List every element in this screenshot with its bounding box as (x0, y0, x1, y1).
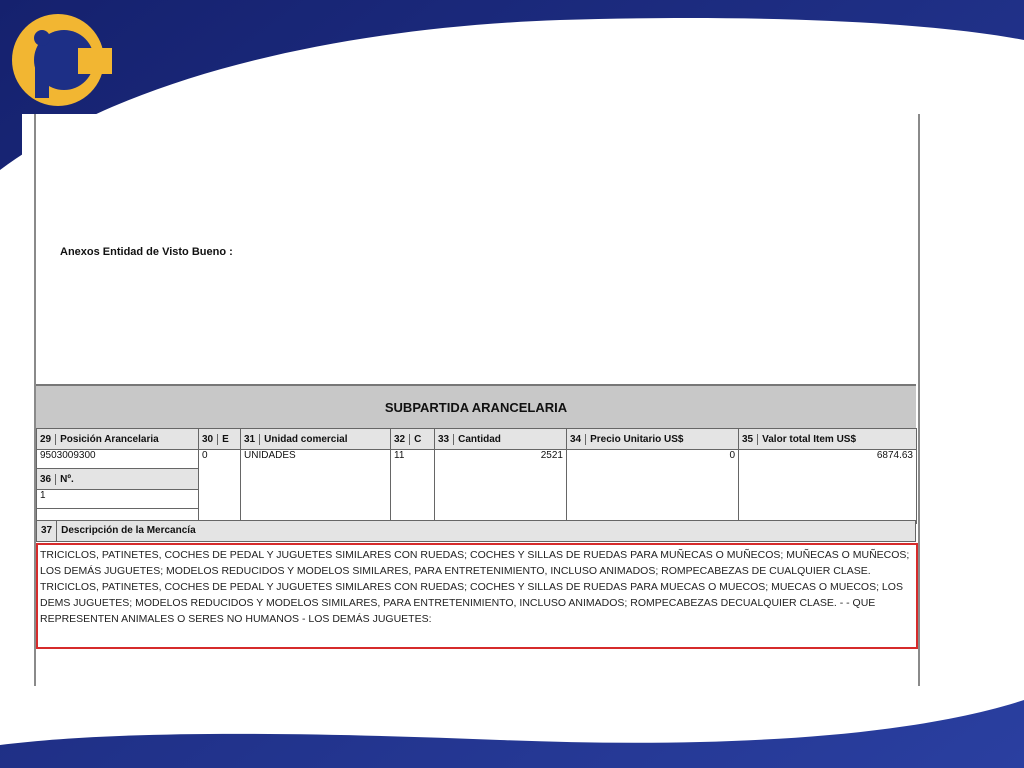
field-30-value: 0 (199, 450, 241, 524)
field-35-value: 6874.63 (739, 450, 917, 524)
field-36-header: 36 Nº. (37, 469, 199, 490)
description-text: TRICICLOS, PATINETES, COCHES DE PEDAL Y JUGUETES SIMILARES CON RUEDAS; COCHES Y SILLAS DE RUEDAS PARA MUÑECAS O MUÑECOS; MUÑECAS O MUÑECOS; LOS DEMÁS JUGUETES; MODELOS REDUCIDOS Y MODELOS SIMILARES, PARA ENTRETENIMIENTO, INCLUSO ANIMADOS; ROMPECABEZAS DE CUALQUIER CLASE. TRICICLOS, PATINETES, COCHES DE PEDAL Y JUGUETES SIMILARES CON RUEDAS; COCHES Y SILLAS DE RUEDAS PARA MUECAS O MUECOS; MUECAS O MUECOS; LOS DEMS JUGUETES; MODELOS REDUCIDOS Y MODELOS SIMILARES, PARA ENTRETENIMIENTO, INCLUSO ANIMADOS; ROMPECABEZAS DECUALQUIER CLASE. - - QUE REPRESENTEN ANIMALES O SERES NO HUMANOS - LOS DEMÁS JUGUETES: (36, 543, 918, 649)
field-35-header: 35 Valor total Item US$ (739, 429, 917, 450)
field-33-value: 2521 (435, 450, 567, 524)
tariff-table (36, 428, 917, 524)
field-29-header: 29 Posición Arancelaria (37, 429, 199, 450)
field-31-header: 31 Unidad comercial (241, 429, 391, 450)
annex-label: Anexos Entidad de Visto Bueno : (60, 246, 233, 258)
field-30-header: 30 E (199, 429, 241, 450)
customs-document (22, 114, 916, 692)
field-29-value: 9503009300 (37, 450, 199, 469)
description-header: 37 Descripción de la Mercancía (36, 520, 916, 542)
field-31-value: UNIDADES (241, 450, 391, 524)
field-34-header: 34 Precio Unitario US$ (567, 429, 739, 450)
ic-logo-icon (8, 8, 112, 112)
field-33-header: 33 Cantidad (435, 429, 567, 450)
document-frame (34, 114, 920, 686)
field-32-value: 11 (391, 450, 435, 524)
section-title: SUBPARTIDA ARANCELARIA (36, 386, 916, 429)
field-36-value: 1 (37, 490, 199, 509)
field-32-header: 32 C (391, 429, 435, 450)
field-34-value: 0 (567, 450, 739, 524)
